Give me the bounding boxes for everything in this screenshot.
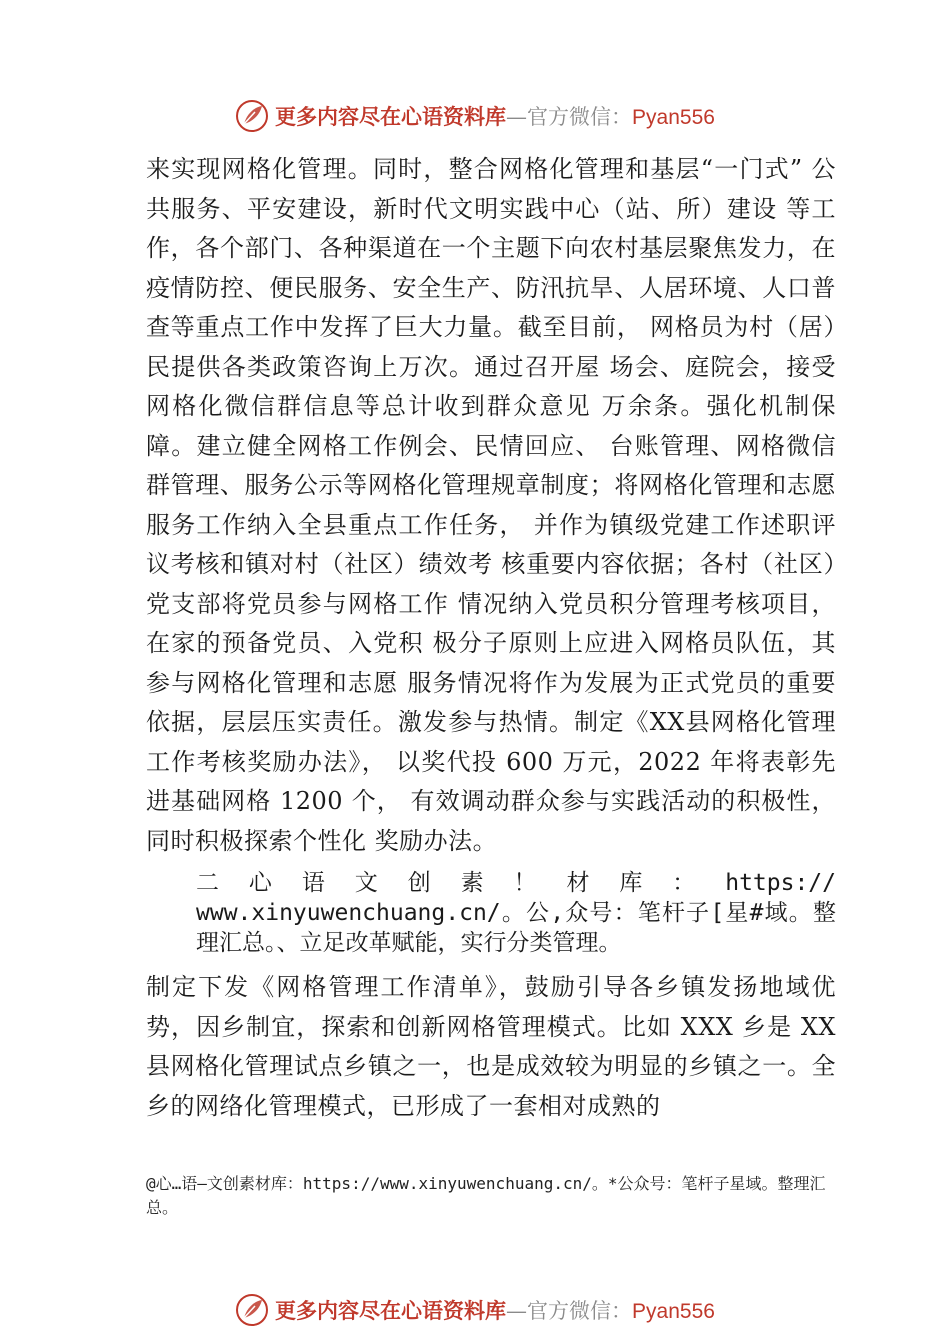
body-paragraph-3: 制定下发《网格管理工作清单》，鼓励引导各乡镇发扬地域优势，因乡制宜，探索和创新网格管理模式。比如 XXX 乡是 XX 县网格化管理试点乡镇之一，也是成效较为明显的乡镇之一。全乡的网络化管理模式，已形成了一套相对成熟的 bbox=[146, 973, 836, 1120]
header-banner bbox=[0, 96, 950, 136]
leaf-pen-logo-icon bbox=[235, 1293, 269, 1327]
footer-banner bbox=[0, 1290, 950, 1330]
banner-separator: —官方微信： bbox=[506, 1299, 633, 1323]
header-banner-text bbox=[275, 101, 715, 131]
footer-banner-text bbox=[275, 1295, 715, 1325]
body-paragraph-2: 二心语文创素！材库：https:// www.xinyuwenchuang.cn/。公,众号：笔杆子[星#域。整理汇总。、立足改革赋能，实行分类管理。 bbox=[196, 870, 836, 956]
footer-note: @心…语—文创素材库：https://www.xinyuwenchuang.cn/。*公众号：笔杆子星域。整理汇总。 bbox=[146, 1174, 826, 1217]
banner-wechat-id: Pyan556 bbox=[632, 1300, 715, 1323]
banner-site-name: 更多内容尽在心语资料库 bbox=[275, 1298, 507, 1323]
leaf-pen-logo-icon bbox=[235, 99, 269, 133]
body-paragraph-1: 来实现网格化管理。同时，整合网格化管理和基层“一门式” 公共服务、平安建设，新时代文明实践中心（站、所）建设 等工作，各个部门、各种渠道在一个主题下向农村基层聚焦发力，在疫情防控、便民服务、安全生产、防汛抗旱、人居环境、人口普查等重点工作中发挥了巨大力量。截至目前， 网格员为村（居）民提供各类政策咨询上万次。通过召开屋 场会、庭院会，接受网格化微信群信息等总计收到群众意见 万余条。强化机制保障。建立健全网格工作例会、民情回应、 台账管理、网格微信群管理、服务公示等网格化管理规章制度；将网格化管理和志愿服务工作纳入全县重点工作任务， 并作为镇级党建工作述职评议考核和镇对村（社区）绩效考 核重要内容依据；各村（社区）党支部将党员参与网格工作 情况纳入党员积分管理考核项目，在家的预备党员、入党积 极分子原则上应进入网格员队伍，其参与网格化管理和志愿 服务情况将作为发展为正式党员的重要依据，层层压实责任。激发参与热情。制定《XX县网格化管理工作考核奖励办法》， 以奖代投 600 万元，2022 年将表彰先进基础网格 1200 个， 有效调动群众参与实践活动的积极性，同时积极探索个性化 奖励办法。 bbox=[146, 155, 836, 855]
banner-wechat-id: Pyan556 bbox=[632, 106, 715, 129]
banner-separator: —官方微信： bbox=[506, 105, 633, 129]
banner-site-name: 更多内容尽在心语资料库 bbox=[275, 104, 507, 129]
